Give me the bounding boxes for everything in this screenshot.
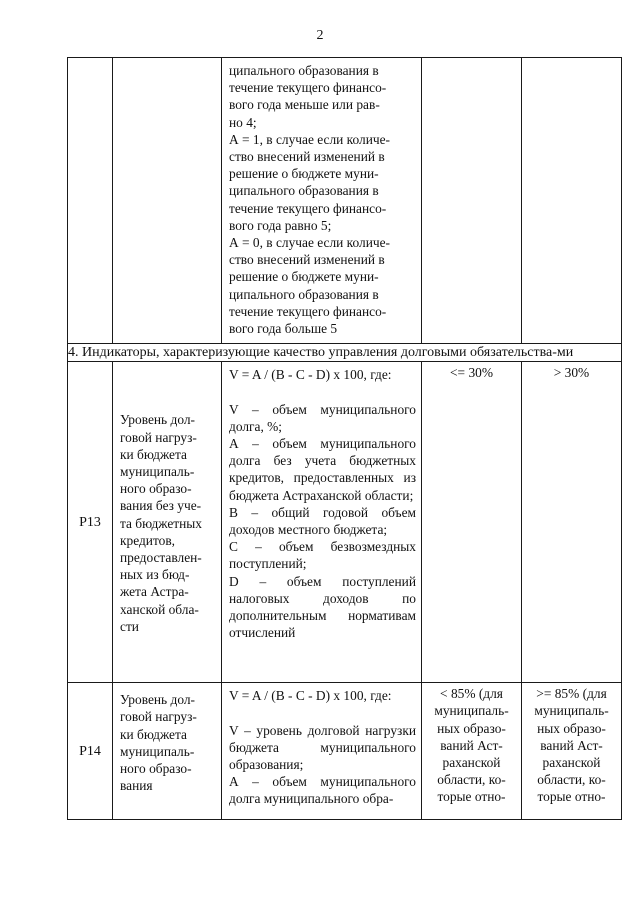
formula-line: D – объем поступлений налоговых доходов по дополнительным нормативам отчислений (229, 573, 416, 641)
formula-line: V = A / (B - C - D) x 100, где: (229, 688, 392, 704)
section-heading: 4. Индикаторы, характеризующие качество управления долговыми обязательства-ми (68, 344, 622, 362)
name-cell-empty (113, 58, 222, 344)
formula-line: решение о бюджете муни- (229, 166, 379, 182)
table-row-p13 (68, 362, 622, 683)
formula-text (222, 58, 421, 343)
formula-line (229, 383, 416, 400)
formula-line: ство внесений изменений в (229, 252, 385, 268)
formula-line: течение текущего финансо- (229, 80, 387, 96)
formula-line: А = 1, в случае если количе- (229, 131, 391, 147)
page-number: 2 (316, 28, 324, 43)
formula-text (222, 683, 421, 813)
formula-line: вого года больше 5 (229, 321, 338, 337)
indicator-name-text: Уровень дол- говой нагруз- ки бюджета муниципаль- ного образо- вания (120, 692, 197, 794)
formula-line: но 4; (229, 114, 257, 130)
code-cell-empty (68, 58, 113, 344)
threshold-bad: > 30% (522, 362, 622, 683)
threshold-bad: >= 85% (для муниципаль- ных образо- ваний Аст- раханской области, ко- торые отно- (522, 683, 622, 820)
formula-line: А – объем муниципального долга муниципального обра- (229, 774, 416, 807)
indicator-name-text: Уровень дол- говой нагруз- ки бюджета муниципаль- ного образо- вания без уче- та бюджетных кредитов, предоставлен- ных из бюд- жета Астра- ханской обла- сти (120, 412, 202, 634)
formula-line: А – объем муниципального долга без учета бюджетных кредитов, предоставленных из бюджета Астраханской области; (229, 436, 416, 503)
threshold-good: < 85% (для муниципаль- ных образо- ваний Аст- раханской области, ко- торые отно- (422, 683, 522, 820)
formula-cell (222, 362, 422, 683)
formula-line: V – уровень долговой нагрузки бюджета муниципального образования; (229, 722, 416, 773)
threshold-good: <= 30% (422, 362, 522, 683)
formula-line: V – объем муниципального долга, %; (229, 401, 416, 434)
threshold-good-empty (422, 58, 522, 344)
indicator-code: Р13 (68, 362, 113, 683)
formula-line: ципального образования в (229, 183, 379, 199)
formula-line: С – объем безвозмездных поступлений; (229, 539, 416, 572)
formula-line: ципального образования в (229, 286, 379, 302)
formula-cell-continuation (222, 58, 422, 344)
formula-line: решение о бюджете муни- (229, 269, 379, 285)
formula-cell (222, 683, 422, 820)
formula-line: А = 0, в случае если количе- (229, 235, 391, 251)
indicator-name (113, 683, 222, 820)
formula-line (229, 704, 416, 721)
formula-line: течение текущего финансо- (229, 303, 387, 319)
table-row-p14 (68, 683, 622, 820)
formula-line: вого года меньше или рав- (229, 97, 380, 113)
indicator-table (67, 57, 622, 820)
formula-text (222, 362, 421, 647)
formula-line: В – общий годовой объем доходов местного бюджета; (229, 504, 416, 538)
formula-line: ципального образования в (229, 63, 379, 78)
indicator-name (113, 362, 222, 683)
formula-line: вого года равно 5; (229, 217, 332, 233)
threshold-bad-empty (522, 58, 622, 344)
table-row-continuation (68, 58, 622, 344)
formula-line: ство внесений изменений в (229, 149, 385, 165)
formula-line: течение текущего финансо- (229, 200, 387, 216)
indicator-code: Р14 (68, 683, 113, 820)
formula-line: V = A / (B - C - D) x 100, где: (229, 367, 392, 383)
section-heading-row (68, 344, 622, 362)
